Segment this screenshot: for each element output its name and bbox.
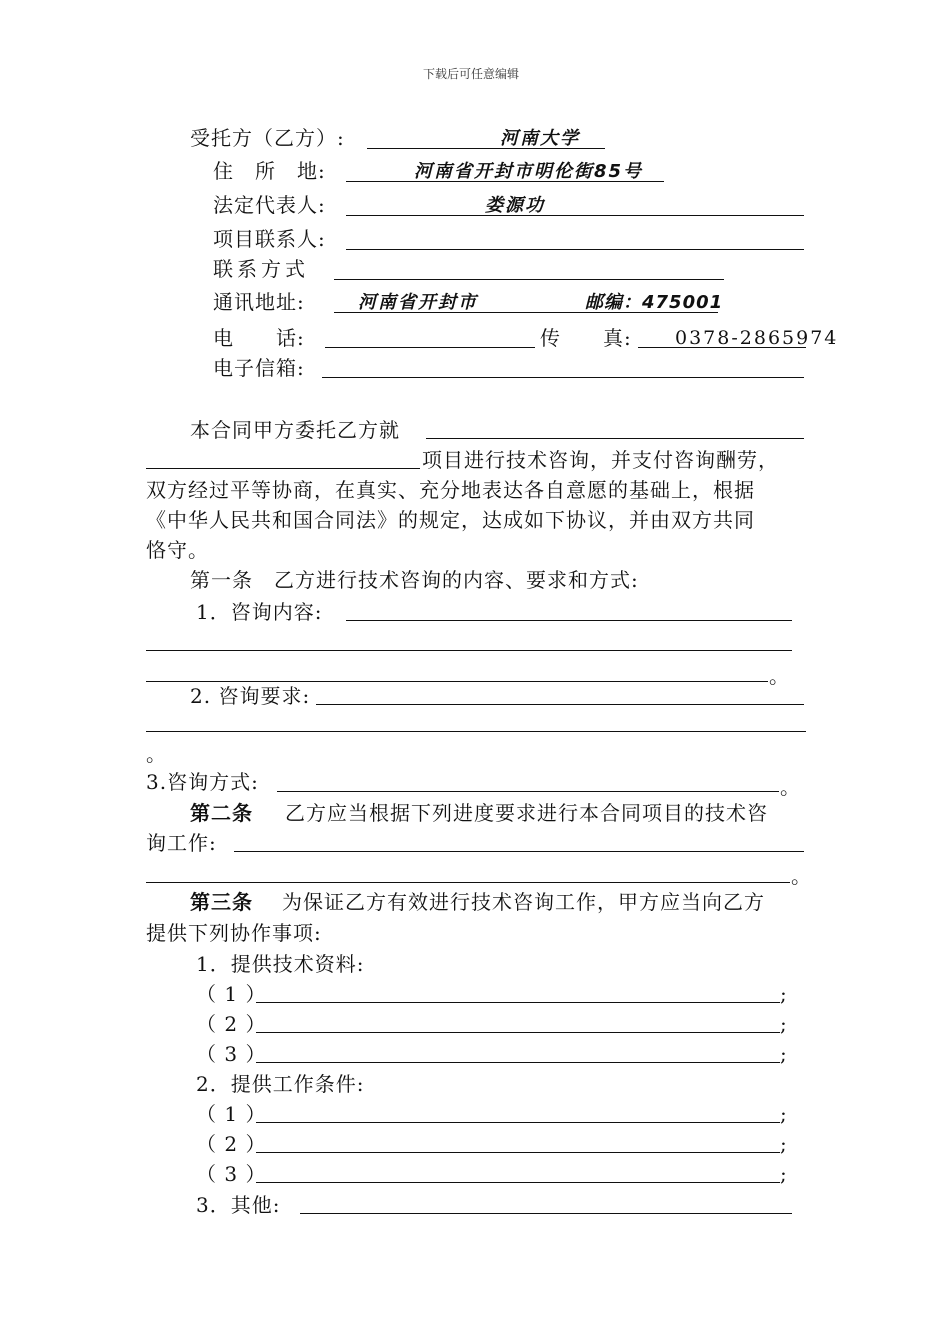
intro-line-1: 本合同甲方委托乙方就 <box>190 418 400 442</box>
consult-content-line-3 <box>146 681 768 682</box>
work-cond-line-2 <box>256 1152 780 1153</box>
article-3-text: 为保证乙方有效进行技术咨询工作，甲方应当向乙方 <box>282 890 765 914</box>
semicolon-4: ; <box>780 1102 788 1126</box>
article-3-text-2: 提供下列协作事项: <box>146 921 322 945</box>
consult-content-line-2 <box>146 650 792 651</box>
period-2: 。 <box>146 742 167 766</box>
mail-label: 通讯地址: <box>213 290 305 314</box>
phone-label: 电 话: <box>213 326 305 350</box>
article-2-line-1 <box>234 851 804 852</box>
semicolon-5: ; <box>780 1132 788 1156</box>
work-cond-n2: （ 2 ） <box>196 1132 267 1156</box>
contact-method-label: 联系方式 <box>213 257 309 281</box>
article-2-text: 乙方应当根据下列进度要求进行本合同项目的技术咨 <box>285 801 768 825</box>
work-cond-label: 2．提供工作条件: <box>196 1072 365 1096</box>
contact-label: 项目联系人: <box>213 227 326 251</box>
phone-line <box>325 347 535 348</box>
contact-line <box>346 249 804 250</box>
consult-method-line <box>277 791 779 792</box>
period-1: 。 <box>769 664 790 688</box>
party-b-label: 受托方（乙方）: <box>190 126 345 150</box>
tech-data-label: 1．提供技术资料: <box>196 952 365 976</box>
postcode: 邮编：475001 <box>585 292 724 313</box>
address-value: 河南省开封市明伦街85号 <box>414 161 644 182</box>
fax-label: 传 真: <box>540 326 632 350</box>
intro-line-2: 项目进行技术咨询，并支付咨询酬劳， <box>422 448 779 472</box>
email-label: 电子信箱: <box>213 356 305 380</box>
semicolon-6: ; <box>780 1162 788 1186</box>
tech-data-line-3 <box>256 1062 780 1063</box>
email-line <box>322 377 804 378</box>
consult-content-label: 1．咨询内容: <box>196 600 323 624</box>
party-b-name: 河南大学 <box>500 128 580 149</box>
article-2-head: 第二条 <box>190 801 253 825</box>
consult-req-label: 2. 咨询要求: <box>190 684 311 708</box>
work-cond-line-3 <box>256 1182 780 1183</box>
tech-data-line-2 <box>256 1032 780 1033</box>
intro-line-4: 《中华人民共和国合同法》的规定，达成如下协议，并由双方共同 <box>146 508 755 532</box>
work-cond-n1: （ 1 ） <box>196 1102 267 1126</box>
tech-data-n3: （ 3 ） <box>196 1042 267 1066</box>
period-3: 。 <box>780 775 801 799</box>
fax-value: 0378-2865974 <box>675 327 839 349</box>
page-header: 下载后可任意编辑 <box>423 67 520 81</box>
semicolon-1: ; <box>780 982 788 1006</box>
tech-data-line-1 <box>256 1002 780 1003</box>
intro-line-3: 双方经过平等协商，在真实、充分地表达各自意愿的基础上，根据 <box>146 478 755 502</box>
article-2-text-2: 询工作: <box>146 831 217 855</box>
article-3-head: 第三条 <box>190 890 253 914</box>
work-cond-n3: （ 3 ） <box>196 1162 267 1186</box>
rep-line <box>346 215 804 216</box>
rep-label: 法定代表人: <box>213 193 326 217</box>
semicolon-3: ; <box>780 1042 788 1066</box>
intro-project-line-b <box>146 468 420 469</box>
tech-data-n1: （ 1 ） <box>196 982 267 1006</box>
tech-data-n2: （ 2 ） <box>196 1012 267 1036</box>
intro-project-line-a <box>426 438 804 439</box>
contact-method-line <box>334 279 724 280</box>
period-4: 。 <box>791 864 812 888</box>
intro-line-5: 恪守。 <box>146 538 209 562</box>
consult-content-line-1 <box>346 620 792 621</box>
semicolon-2: ; <box>780 1012 788 1036</box>
mail-city: 河南省开封市 <box>358 292 478 313</box>
work-cond-line-1 <box>256 1122 780 1123</box>
other-line <box>300 1213 792 1214</box>
other-label: 3．其他: <box>196 1193 281 1217</box>
rep-value: 娄源功 <box>485 195 545 216</box>
consult-method-label: 3.咨询方式: <box>146 770 259 794</box>
address-label: 住 所 地: <box>213 159 326 183</box>
article-2-line-2 <box>146 882 790 883</box>
consult-req-line-2 <box>146 731 806 732</box>
consult-req-line-1 <box>316 704 804 705</box>
article-1-title: 第一条 乙方进行技术咨询的内容、要求和方式: <box>190 568 639 592</box>
